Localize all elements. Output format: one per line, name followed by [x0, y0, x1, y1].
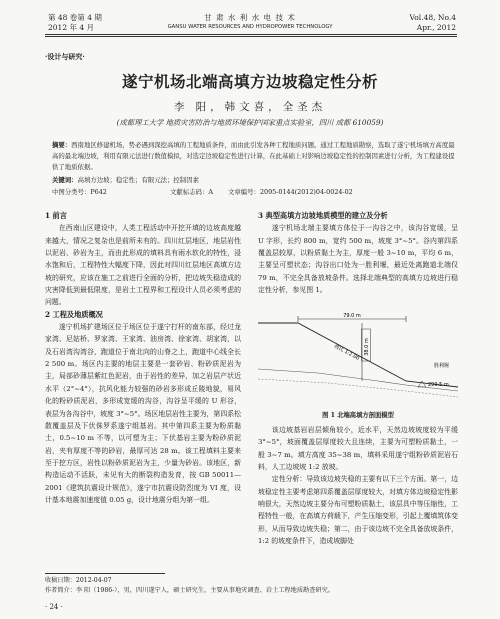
- doc-code: 文献标志码：A: [170, 188, 213, 196]
- header-issue: 第 48 卷第 4 期: [48, 13, 102, 22]
- abstract-text: 西南地区修建机场，势必遇到深挖高填的工程地质条件，而由此引发各种工程地质问题。通过工程地质勘察，选取了遂宁机场填方高度最高的最北端边坡，利用有限元法进行数值模拟，对选定边坡稳定性进行计算，在此基础上对影响边坡稳定性的控制因素进行分析，为工程建设提供了地质依据。: [52, 141, 455, 172]
- paper-authors: 李 阳，韩文喜，全圣杰: [173, 101, 327, 113]
- height-dimension-label: 38.0 m: [364, 338, 370, 356]
- section-3-body: 遂宁机场北端主要填方体位于一沟谷之中，该沟谷宽缓，呈 U 字形，长约 800 m，宽约 500 m，坡度 3°~5°。谷内第四系覆盖层较厚，以粉质黏土为主，厚度一般 3~10 m，平均 6 m，主要呈可塑状态；沟谷出口处为一胜利堰，最近处离跑道北端仅 79 m，不完全具备放坡条件。选择北端典型的高填方边坡进行稳定性分析，参见图 1。: [258, 224, 458, 295]
- header-rule-thin: [45, 36, 457, 37]
- figure-1-caption: 图 1 北端高填方剖面模型: [322, 412, 394, 419]
- section-2-heading: 2 工程及地质概况: [45, 309, 103, 319]
- left-column: [45, 210, 241, 570]
- weir-label: 胜利堰: [434, 363, 450, 369]
- footnote-author-bio: 作者简介：李 阳（1986-），男，四川遂宁人，硕士研究生，主要从事地灾调查、岩土工程地质勘查研究。: [45, 587, 334, 594]
- journal-name-cn: 甘 肃 水 利 水 电 技 术: [204, 13, 296, 22]
- elevation-label: 299.5 m: [428, 382, 449, 388]
- footnote-rule: [45, 573, 165, 574]
- header-month: Apr., 2012: [416, 23, 456, 32]
- abstract: [52, 140, 456, 174]
- slope-ratio-label: 坡比 1:2.00: [333, 343, 361, 362]
- keywords: [52, 175, 456, 186]
- section-3-body-2: 该边坡基岩岩层倾角较小，近水平，天然边坡坡度较为平缓 3°~5°，坡面覆盖层厚度较大且连续，主要为可塑粉质黏土，一般 3~7 m。填方高度 35~38 m，填料采用遂宁组粉砂质泥岩石料，人工边坡坡 1:2 放坡。: [258, 426, 458, 472]
- journal-name-en: GANSU WATER RESOURCES AND HYDROPOWER TECHNOLOGY: [167, 24, 333, 30]
- section-1-body: 在西南山区建设中，人类工程活动中开挖开填的边坡高度越来越大，情况之复杂也是前所未有的。四川红层地区，地层岩性以泥岩、砂岩为主，而由此形成的填料具有雨水软化的特性，浸水饱和后，工程特性大幅度下降，因此对四川红层地区高填方边坡的研究，应该在施工之前进行全面的分析，把边坡失稳造成的灾害降低到最低限度，是岩土工程界和工程设计人员必须考虑的问题。: [45, 224, 241, 307]
- right-column-bottom: [258, 424, 458, 570]
- section-3-body-3: 定性分析：导致该边坡失稳的主要有以下三个方面。第一，边坡稳定性主要考虑第四系覆盖层厚度较大，对填方体边坡稳定性影响很大，天然边坡主要分布可塑粉质黏土，该层具中等压缩性，工程特性一般，在高填方荷载下，产生压缩变形，引起上覆填筑体变形，从而导致边坡失稳；第二，由于该边坡不完全具备放坡条件，1:2 的坡度条件下，造成坡脚处: [258, 475, 458, 546]
- section-tag: ·设计与研究·: [45, 52, 85, 61]
- keywords-label: 关键词：: [52, 176, 78, 184]
- page-number: · 24 ·: [45, 603, 63, 611]
- section-1-heading: 1 前言: [45, 211, 67, 220]
- clc-code: 中图分类号：P642: [52, 188, 107, 196]
- abstract-label: 摘要：: [52, 141, 72, 149]
- header-volume: Vol.48, No.4: [409, 13, 456, 22]
- section-2-body: 遂宁机场扩建场区位于场区位于遂宁打杆的南东部，经过龙家湾、尼姑桥、罗家湾、王家湾、油房湾、徐家湾、胡家湾，以及石岩湾沟湾谷，跑道位于南北向的山脊之上，跑道中心线全长 2 500 m。场区内主要的地层主要是一套砂岩、粉砂质泥岩为主，局部砂薄层紫红色泥岩，由于岩性的差异，加之岩层产状近水平（2°~4°），抗风化能力较强的砂岩多形成丘陵地貌，易风化的粉砂质泥岩，多形成宽缓的沟谷，沟谷呈平缓的 U 形谷，表层为各沟谷中，坡度 3°~5°。场区地层岩性主要为，第四系松散覆盖层及下伏侏罗系遂宁组基岩。其中第四系主要为粉质黏土，0.5~10 m 不等，以可塑为主；下伏基岩主要为粉砂质泥岩，夹有厚度不等的砂岩，最厚可达 28 m。该工程填料主要来至于挖方区，岩性以粉砂质泥岩为主，少量为砂岩。该地区，新构造运动不活跃，未见有大的断裂构造发育，按 GB 50011—2001《建筑抗震设计规范》，遂宁市抗震设防烈度为 VI 度，设计基本地震加速度值 0.05 g，设计地震分组为第一组。: [45, 323, 241, 504]
- article-number: 文章编号：2095-0144(2012)04-0024-02: [228, 188, 353, 196]
- header-date: 2012 年 4 月: [48, 23, 95, 32]
- section-3-heading: 3 典型高填方边坡地质模型的建立及分析: [258, 211, 388, 220]
- figure-1-profile: [258, 309, 458, 407]
- right-column-top: [258, 210, 458, 308]
- elevation-marker-icon: [418, 381, 426, 387]
- top-dimension-label: 79.0 m: [343, 313, 361, 319]
- footnote-received: 收稿日期：2012-04-07: [45, 577, 112, 584]
- header-rule: [45, 34, 457, 35]
- keywords-text: 高填方边坡；稳定性；有限元法；控制因素: [77, 176, 199, 184]
- paper-title: 遂宁机场北端高填方边坡稳定性分析: [121, 72, 378, 91]
- paper-affiliation: (成都理工大学 地质灾害防治与地质环境保护国家重点实验室，四川 成都 610059): [116, 118, 384, 127]
